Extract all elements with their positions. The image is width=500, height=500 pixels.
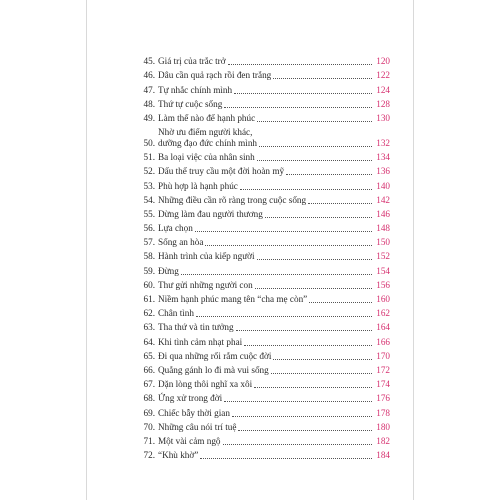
dot-leader — [265, 216, 372, 218]
toc-row — [135, 262, 390, 276]
dot-leader — [257, 120, 372, 122]
toc-entry-page-number: 152 — [376, 251, 390, 262]
toc-row — [135, 433, 390, 447]
dot-leader — [254, 386, 372, 388]
toc-entry-title: Đi qua những rối rắm cuộc đời — [158, 350, 272, 361]
toc-row — [135, 362, 390, 376]
toc-entry-title: Lựa chọn — [158, 223, 193, 234]
toc-row — [135, 277, 390, 291]
toc-entry-title: Đừng — [158, 265, 179, 276]
toc-row — [135, 110, 390, 124]
toc-entry-title: “Khù khờ” — [158, 450, 199, 461]
toc-entry-number: 50. — [143, 137, 155, 148]
toc-entry-page-number: 184 — [376, 450, 390, 461]
toc-entry-number: 45. — [143, 56, 155, 67]
toc-entry-number: 65. — [143, 350, 155, 361]
toc-entry-number: 56. — [143, 223, 155, 234]
toc-entry-page-number: 146 — [376, 208, 390, 219]
toc-entry-title: Tự nhắc chính mình — [158, 84, 233, 95]
toc-entry-page-number: 172 — [376, 364, 390, 375]
toc-entry-number: 55. — [143, 208, 155, 219]
toc-entry-page-number: 132 — [376, 137, 390, 148]
dot-leader — [238, 429, 372, 431]
toc-entry-number: 64. — [143, 336, 155, 347]
toc-entry-number: 57. — [143, 237, 155, 248]
toc-row — [135, 220, 390, 234]
dot-leader — [234, 92, 372, 94]
dot-leader — [257, 258, 372, 260]
toc-entry-number: 53. — [143, 180, 155, 191]
toc-entry-number: 47. — [143, 84, 155, 95]
dot-leader — [309, 301, 372, 303]
toc-entry-title: Dặn lòng thôi nghĩ xa xôi — [158, 379, 253, 390]
toc-entry-title-continued: dưỡng đạo đức chính mình — [158, 137, 258, 148]
toc-entry-title: Niềm hạnh phúc mang tên “cha mẹ còn” — [158, 294, 308, 304]
toc-row — [135, 248, 390, 262]
dot-leader — [181, 273, 372, 275]
dot-leader — [236, 329, 372, 331]
dot-leader — [271, 372, 372, 374]
toc-row — [135, 124, 390, 149]
toc-entry-number: 60. — [143, 279, 155, 290]
toc-row — [135, 206, 390, 220]
dot-leader — [259, 145, 372, 147]
toc-entry-page-number: 164 — [376, 322, 390, 333]
dot-leader — [232, 415, 372, 417]
dot-leader — [224, 106, 372, 108]
toc-entry-page-number: 120 — [376, 56, 390, 67]
toc-entry-page-number: 142 — [376, 194, 390, 205]
toc-entry-number: 58. — [143, 251, 155, 262]
toc-entry-page-number: 160 — [376, 294, 390, 304]
toc-entry-number: 66. — [143, 364, 155, 375]
toc-entry-page-number: 148 — [376, 223, 390, 234]
toc-entry-title: Chiếc bẫy thời gian — [158, 407, 230, 418]
toc-entry-number: 46. — [143, 70, 155, 81]
toc-entry-page-number: 122 — [376, 70, 390, 81]
toc-row — [135, 390, 390, 404]
toc-entry-title: Dâu cần quả rạch rồi đen trắng — [158, 70, 272, 81]
toc-entry-page-number: 128 — [376, 98, 390, 109]
dot-leader — [223, 443, 372, 445]
dot-leader — [273, 77, 372, 79]
toc-row — [135, 419, 390, 433]
toc-entry-title: Ba loại việc của nhân sinh — [158, 152, 255, 163]
dot-leader — [255, 287, 372, 289]
toc-entry-title: Những câu nói trí tuệ — [158, 421, 237, 432]
toc-entry-number: 69. — [143, 407, 155, 418]
toc-row — [135, 192, 390, 206]
toc-row — [135, 447, 390, 461]
toc-entry-title: Thứ tự cuộc sống — [158, 98, 223, 109]
toc-entry-number: 63. — [143, 322, 155, 333]
toc-row — [135, 53, 390, 67]
toc-entry-page-number: 154 — [376, 265, 390, 276]
toc-row — [135, 177, 390, 191]
toc-entry-title: Giá trị của trắc trở — [158, 56, 226, 67]
toc-row — [135, 234, 390, 248]
toc-row — [135, 291, 390, 305]
dot-leader — [273, 358, 372, 360]
toc-entry-number: 48. — [143, 98, 155, 109]
toc-entry-title: Chân tình — [158, 308, 194, 319]
toc-row — [135, 333, 390, 347]
dot-leader — [196, 315, 372, 317]
toc-entry-page-number: 174 — [376, 379, 390, 390]
toc-entry-page-number: 156 — [376, 279, 390, 290]
toc-entry-title: Phù hợp là hạnh phúc — [158, 180, 238, 191]
toc-entry-number: 67. — [143, 379, 155, 390]
toc-entry-title: Một vài cảm ngộ — [158, 435, 221, 446]
dot-leader — [308, 202, 372, 204]
toc-entry-number: 59. — [143, 265, 155, 276]
toc-entry-number: 71. — [143, 435, 155, 446]
toc-entry-title: Tha thứ và tin tưởng — [158, 322, 234, 333]
toc-row — [135, 81, 390, 95]
dot-leader — [200, 457, 372, 459]
toc-entry-number: 61. — [143, 294, 155, 304]
toc-entry-number: 62. — [143, 308, 155, 319]
toc-entry-title: Sống an hòa — [158, 237, 204, 248]
toc-entry-number: 51. — [143, 152, 155, 163]
toc-entry-page-number: 124 — [376, 84, 390, 95]
toc-row — [135, 149, 390, 163]
toc-entry-page-number: 182 — [376, 435, 390, 446]
toc-row — [135, 305, 390, 319]
toc-entry-title: Nhờ ưu điểm người khác, — [158, 126, 253, 137]
toc-entry-title: Thư gửi những người con — [158, 279, 253, 290]
toc-entry-number: 52. — [143, 166, 155, 177]
dot-leader — [195, 230, 372, 232]
toc-row — [135, 96, 390, 110]
toc-entry-page-number: 180 — [376, 421, 390, 432]
toc-row — [135, 163, 390, 177]
dot-leader — [257, 159, 372, 161]
toc-row — [135, 319, 390, 333]
table-of-contents — [135, 53, 390, 461]
toc-entry-page-number: 170 — [376, 350, 390, 361]
toc-entry-page-number: 140 — [376, 180, 390, 191]
toc-entry-title: Quẳng gánh lo đi mà vui sống — [158, 364, 269, 375]
toc-entry-number: 70. — [143, 421, 155, 432]
dot-leader — [286, 173, 372, 175]
toc-entry-title: Làm thế nào để hạnh phúc — [158, 112, 256, 123]
dot-leader — [228, 63, 372, 65]
toc-entry-page-number: 176 — [376, 393, 390, 404]
toc-row — [135, 404, 390, 418]
toc-row — [135, 67, 390, 81]
toc-entry-page-number: 130 — [376, 112, 390, 123]
dot-leader — [224, 400, 372, 402]
dot-leader — [240, 188, 372, 190]
toc-entry-title: Dừng làm đau người thương — [158, 208, 263, 219]
toc-entry-title: Khi tình cảm nhạt phai — [158, 336, 243, 347]
toc-row — [135, 348, 390, 362]
toc-entry-number: 54. — [143, 194, 155, 205]
toc-entry-page-number: 162 — [376, 308, 390, 319]
dot-leader — [205, 244, 372, 246]
toc-entry-number: 68. — [143, 393, 155, 404]
toc-entry-page-number: 134 — [376, 152, 390, 163]
toc-entry-page-number: 136 — [376, 166, 390, 177]
book-page — [86, 0, 414, 500]
toc-entry-page-number: 178 — [376, 407, 390, 418]
toc-entry-title: Ứng xử trong đời — [158, 393, 223, 404]
toc-entry-page-number: 150 — [376, 237, 390, 248]
toc-entry-title: Dấu thể truy cầu một đời hoàn mỹ — [158, 166, 285, 177]
toc-entry-title: Những điều cần rõ ràng trong cuộc sống — [158, 194, 307, 205]
toc-entry-page-number: 166 — [376, 336, 390, 347]
dot-leader — [244, 344, 372, 346]
toc-entry-number: 49. — [143, 112, 155, 123]
toc-entry-number: 72. — [143, 450, 155, 461]
toc-row — [135, 376, 390, 390]
toc-entry-title: Hành trình của kiếp người — [158, 251, 255, 262]
